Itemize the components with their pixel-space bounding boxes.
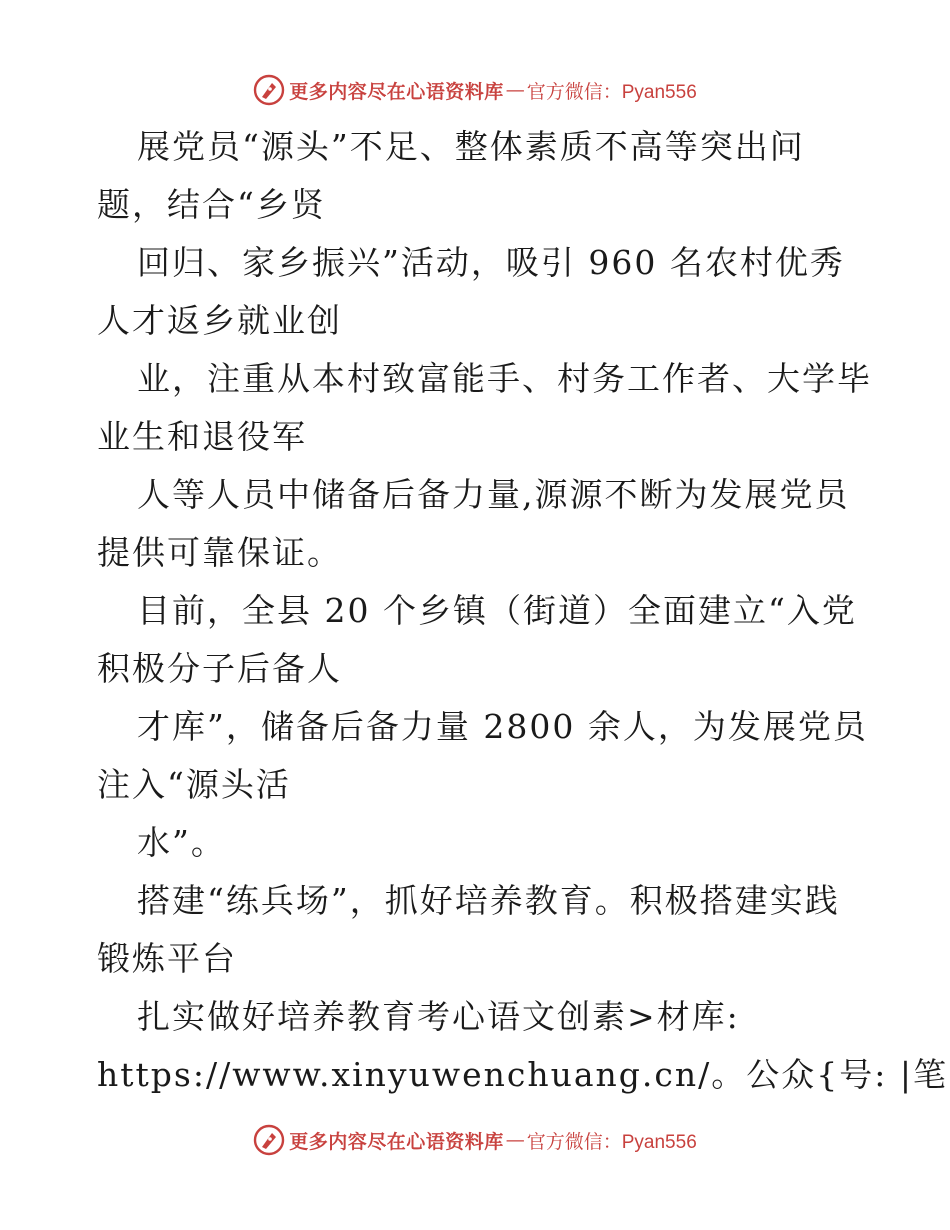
ad-text: 更多内容尽在心语资料库 (289, 1130, 504, 1153)
text-line: 扎实做好培养教育考心语文创素>材库: (137, 997, 740, 1036)
text-line: 题，结合“乡贤 (97, 185, 326, 224)
pen-nib-logo-icon (253, 1124, 285, 1156)
text-line: 才库”，储备后备力量 2800 余人，为发展党员 (137, 707, 868, 746)
text-line: 回归、家乡振兴”活动，吸引 960 名农村优秀 (137, 243, 845, 282)
text-line: 水”。 (137, 823, 226, 862)
text-line: 业生和退役军 (97, 417, 307, 456)
text-line: 注入“源头活 (97, 765, 291, 804)
ad-text: 更多内容尽在心语资料库 (289, 80, 504, 103)
footer-watermark-banner (0, 1120, 950, 1160)
text-line: 展党员“源头”不足、整体素质不高等突出问 (137, 127, 805, 166)
pen-nib-logo-icon (253, 74, 285, 106)
document-body (97, 118, 948, 1104)
ad-dash: — (505, 79, 525, 101)
text-line: 搭建“练兵场”，抓好培养教育。积极搭建实践 (137, 881, 840, 920)
text-line: 业，注重从本村致富能手、村务工作者、大学毕 (137, 359, 872, 398)
text-line: 锻炼平台 (97, 939, 237, 978)
ad-dash: — (505, 1129, 525, 1151)
text-line: 积极分子后备人 (97, 649, 342, 688)
url-line: https://www.xinyuwenchuang.cn/。公众{号: |笔 (97, 1055, 948, 1094)
text-line: 人等人员中储备后备力量,源源不断为发展党员 (137, 475, 850, 514)
ad-contact: 官方微信：Pyan556 (526, 81, 697, 103)
text-line: 人才返乡就业创 (97, 301, 342, 340)
text-line: 提供可靠保证。 (97, 533, 342, 572)
text-line: 目前，全县 20 个乡镇（街道）全面建立“入党 (137, 591, 857, 630)
ad-contact: 官方微信：Pyan556 (526, 1131, 697, 1153)
header-watermark-banner (0, 70, 950, 110)
